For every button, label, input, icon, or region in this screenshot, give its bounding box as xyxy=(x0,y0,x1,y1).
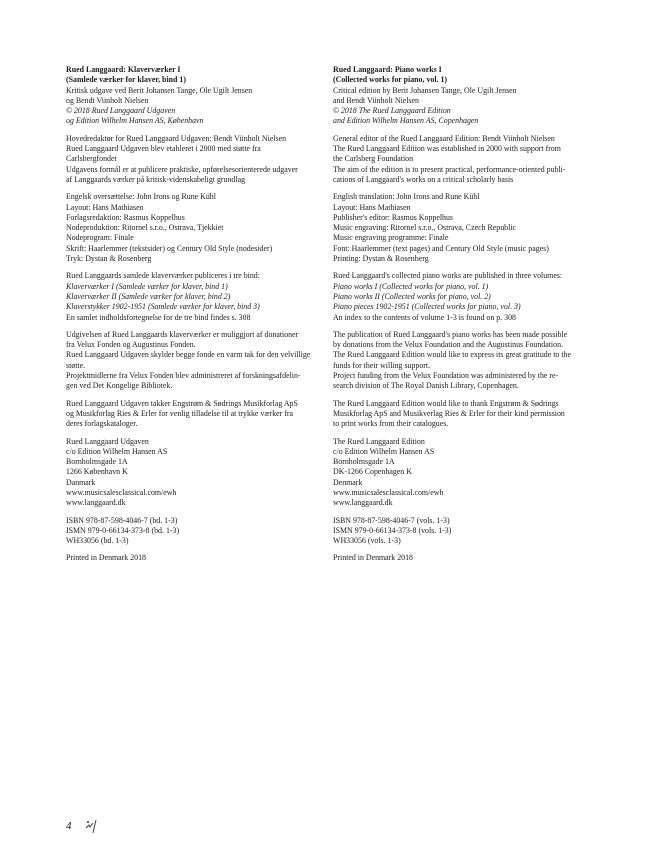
danish-text-line: Rued Langgaard Udgaven takker Engstrøm & Sødrings Musikforlag ApS xyxy=(66,398,298,408)
english-block xyxy=(333,516,601,547)
english-text-line: cations of Langgaard's works on a critical scholarly basis xyxy=(333,174,514,184)
english-text-line: WH33056 (vols. 1-3) xyxy=(333,536,401,546)
danish-text-line: Engelsk oversættelse: John Irons og Rune Kühl xyxy=(66,192,216,202)
danish-text-line: Rued Langgaard Udgaven skylder begge fonde en varm tak for den velvillige xyxy=(66,350,311,360)
english-text-line: Layout: Hans Mathiasen xyxy=(333,202,411,212)
english-text-line: Music engraving programme: Finale xyxy=(333,233,449,243)
english-text-line: An index to the contents of volume 1-3 is found on p. 308 xyxy=(333,312,516,322)
page-number: 4 xyxy=(66,820,72,832)
danish-text-line: Klaverværker I (Samlede værker for klaver, bind 1) xyxy=(66,281,228,291)
danish-text-line: støtte. xyxy=(66,360,86,370)
danish-block xyxy=(66,553,328,563)
danish-text-line: Skrift: Haarlemmer (tekstsider) og Century Old Style (nodesider) xyxy=(66,243,273,253)
danish-text-line: c/o Edition Wilhelm Hansen AS xyxy=(66,446,168,456)
danish-text-line: gen ved Det Kongelige Bibliotek. xyxy=(66,381,173,391)
english-text-line: The Rued Langgaard Edition would like to thank Engstrøm & Sødrings xyxy=(333,398,559,408)
english-block xyxy=(333,192,601,264)
english-text-line: The aim of the edition is to present practical, performance-oriented publi- xyxy=(333,164,566,174)
danish-text-line: Danmark xyxy=(66,477,96,487)
danish-text-line: Printed in Denmark 2018 xyxy=(66,553,146,563)
danish-text-line: Layout: Hans Mathiasen xyxy=(66,202,144,212)
danish-block xyxy=(66,516,328,547)
english-text-line: Critical edition by Berit Johansen Tange, Ole Ugilt Jensen xyxy=(333,85,517,95)
danish-text-line: Udgavens formål er at publicere praktiske, opførelsesorienterede udgaver xyxy=(66,164,298,174)
danish-text-line: og Bendt Viinholt Nielsen xyxy=(66,95,149,105)
danish-text-line: af Langgaards værker på kritisk-videnskabeligt grundlag xyxy=(66,174,246,184)
danish-text-line: og Edition Wilhelm Hansen AS, København xyxy=(66,116,204,126)
english-text-line: search division of The Royal Danish Library, Copenhagen. xyxy=(333,381,519,391)
english-text-line: to print works from their catalogues. xyxy=(333,419,449,429)
danish-text-line: En samlet indholdsfortegnelse for de tre bind findes s. 308 xyxy=(66,312,251,322)
danish-text-line: (Samlede værker for klaver, bind 1) xyxy=(66,75,186,85)
danish-text-line: ISMN 979-0-66134-373-8 (bd. 1-3) xyxy=(66,525,180,535)
danish-text-line: © 2018 Rued Langgaard Udgaven xyxy=(66,106,176,116)
danish-text-line: Rued Langgaard Udgaven xyxy=(66,436,149,446)
danish-text-line: deres forlagskataloger. xyxy=(66,419,138,429)
english-block xyxy=(333,134,601,185)
english-text-line: the Carlsberg Foundation xyxy=(333,154,414,164)
english-text-line: ISBN 978-87-598-4046-7 (vols. 1-3) xyxy=(333,515,450,525)
danish-text-line: 1266 København K xyxy=(66,467,128,477)
danish-text-line: Carlsbergfondet xyxy=(66,154,117,164)
english-text-line: Publisher's editor: Rasmus Koppelhus xyxy=(333,212,453,222)
english-text-line: Rued Langgaard: Piano works I xyxy=(333,65,442,74)
english-text-line: Font: Haarlemmer (text pages) and Century Old Style (music pages) xyxy=(333,243,549,253)
english-text-line: www.musicsalesclassical.com/ewh xyxy=(333,487,444,497)
danish-text-line: Rued Langgaard Udgaven blev etableret i 2000 med støtte fra xyxy=(66,144,261,154)
english-text-line: Piano pieces 1902-1951 (Collected works for piano, vol. 3) xyxy=(333,302,521,312)
english-text-line: Project funding from the Velux Foundation was administered by the re- xyxy=(333,371,559,381)
english-text-line: and Bendt Viinholt Nielsen xyxy=(333,95,419,105)
english-text-line: (Collected works for piano, vol. 1) xyxy=(333,75,448,85)
english-text-line: The publication of Rued Langgaard's piano works has been made possible xyxy=(333,329,568,339)
danish-block xyxy=(66,134,328,185)
english-text-line: Printed in Denmark 2018 xyxy=(333,553,413,563)
english-text-line: Bornholmsgade 1A xyxy=(333,457,395,467)
english-text-line: General editor of the Rued Langgaard Edition: Bendt Viinholt Nielsen xyxy=(333,133,555,143)
english-text-line: Musikforlag ApS and Musikverlag Ries & Erler for their kind permission xyxy=(333,408,565,418)
english-text-line: and Edition Wilhelm Hansen AS, Copenhagen xyxy=(333,116,479,126)
english-text-line: DK-1266 Copenhagen K xyxy=(333,467,412,477)
english-text-line: funds for their willing support. xyxy=(333,360,431,370)
danish-block xyxy=(66,192,328,264)
english-text-line: Rued Langgaard's collected piano works are published in three volumes: xyxy=(333,271,563,281)
english-text-line: c/o Edition Wilhelm Hansen AS xyxy=(333,446,435,456)
danish-text-line: Tryk: Dystan & Rosenberg xyxy=(66,254,152,264)
english-block xyxy=(333,399,601,430)
english-text-line: Printing: Dystan & Rosenberg xyxy=(333,254,429,264)
danish-text-line: fra Velux Fonden og Augustinus Fonden. xyxy=(66,340,196,350)
danish-block xyxy=(66,65,328,127)
danish-block xyxy=(66,399,328,430)
english-text-line: The Rued Langgaard Edition was established in 2000 with support from xyxy=(333,144,561,154)
english-text-line: ISMN 979-0-66134-373-8 (vols. 1-3) xyxy=(333,525,452,535)
colophon-danish xyxy=(66,65,328,571)
english-text-line: by donations from the Velux Foundation and the Augustinus Foundation. xyxy=(333,340,563,350)
danish-text-line: www.langgaard.dk xyxy=(66,498,126,508)
english-text-line: © 2018 The Rued Langgaard Edition xyxy=(333,106,451,116)
danish-text-line: WH33056 (bd. 1-3) xyxy=(66,536,129,546)
english-block xyxy=(333,65,601,127)
danish-text-line: Forlagsredaktion: Rasmus Koppelhus xyxy=(66,212,185,222)
danish-text-line: ISBN 978-87-598-4046-7 (bd. 1-3) xyxy=(66,515,178,525)
danish-block xyxy=(66,437,328,509)
danish-block xyxy=(66,271,328,322)
danish-text-line: www.musicsalesclassical.com/ewh xyxy=(66,487,177,497)
danish-text-line: Hovedredaktør for Rued Langgaard Udgaven: Bendt Viinholt Nielsen xyxy=(66,133,287,143)
english-block xyxy=(333,330,601,392)
danish-text-line: og Musikforlag Ries & Erler for venlig tilladelse til at trykke værker fra xyxy=(66,408,294,418)
publisher-logo-icon xyxy=(84,818,100,834)
danish-text-line: Kritisk udgave ved Berit Johansen Tange, Ole Ugilt Jensen xyxy=(66,85,253,95)
danish-text-line: Nodeprogram: Finale xyxy=(66,233,134,243)
english-text-line: The Rued Langgaard Edition would like to express its great gratitude to the xyxy=(333,350,571,360)
danish-block xyxy=(66,330,328,392)
english-text-line: Piano works II (Collected works for piano, vol. 2) xyxy=(333,291,491,301)
english-text-line: www.langgaard.dk xyxy=(333,498,393,508)
danish-text-line: Klaverstykker 1902-1951 (Samlede værker for klaver, bind 3) xyxy=(66,302,260,312)
english-text-line: Music engraving: Ritornel s.r.o., Ostrava, Czech Republic xyxy=(333,223,516,233)
english-block xyxy=(333,437,601,509)
danish-text-line: Projektmidlerne fra Velux Fonden blev administreret af forskningsafdelin- xyxy=(66,371,301,381)
english-text-line: English translation: John Irons and Rune Kühl xyxy=(333,192,480,202)
english-text-line: The Rued Langgaard Edition xyxy=(333,436,425,446)
english-block xyxy=(333,553,601,563)
danish-text-line: Klaverværker II (Samlede værker for klaver, bind 2) xyxy=(66,291,231,301)
danish-text-line: Bornholmsgade 1A xyxy=(66,457,128,467)
english-text-line: Denmark xyxy=(333,477,363,487)
danish-text-line: Nodeproduktion: Ritornel s.r.o., Ostrava, Tjekkiet xyxy=(66,223,224,233)
english-text-line: Piano works I (Collected works for piano, vol. 1) xyxy=(333,281,489,291)
english-block xyxy=(333,271,601,322)
danish-text-line: Rued Langgaards samlede klaverværker publiceres i tre bind: xyxy=(66,271,260,281)
danish-text-line: Udgivelsen af Rued Langgaards klaverværker er muliggjort af donationer xyxy=(66,329,299,339)
danish-text-line: Rued Langgaard: Klaverværker I xyxy=(66,65,181,74)
colophon-english xyxy=(333,65,601,571)
